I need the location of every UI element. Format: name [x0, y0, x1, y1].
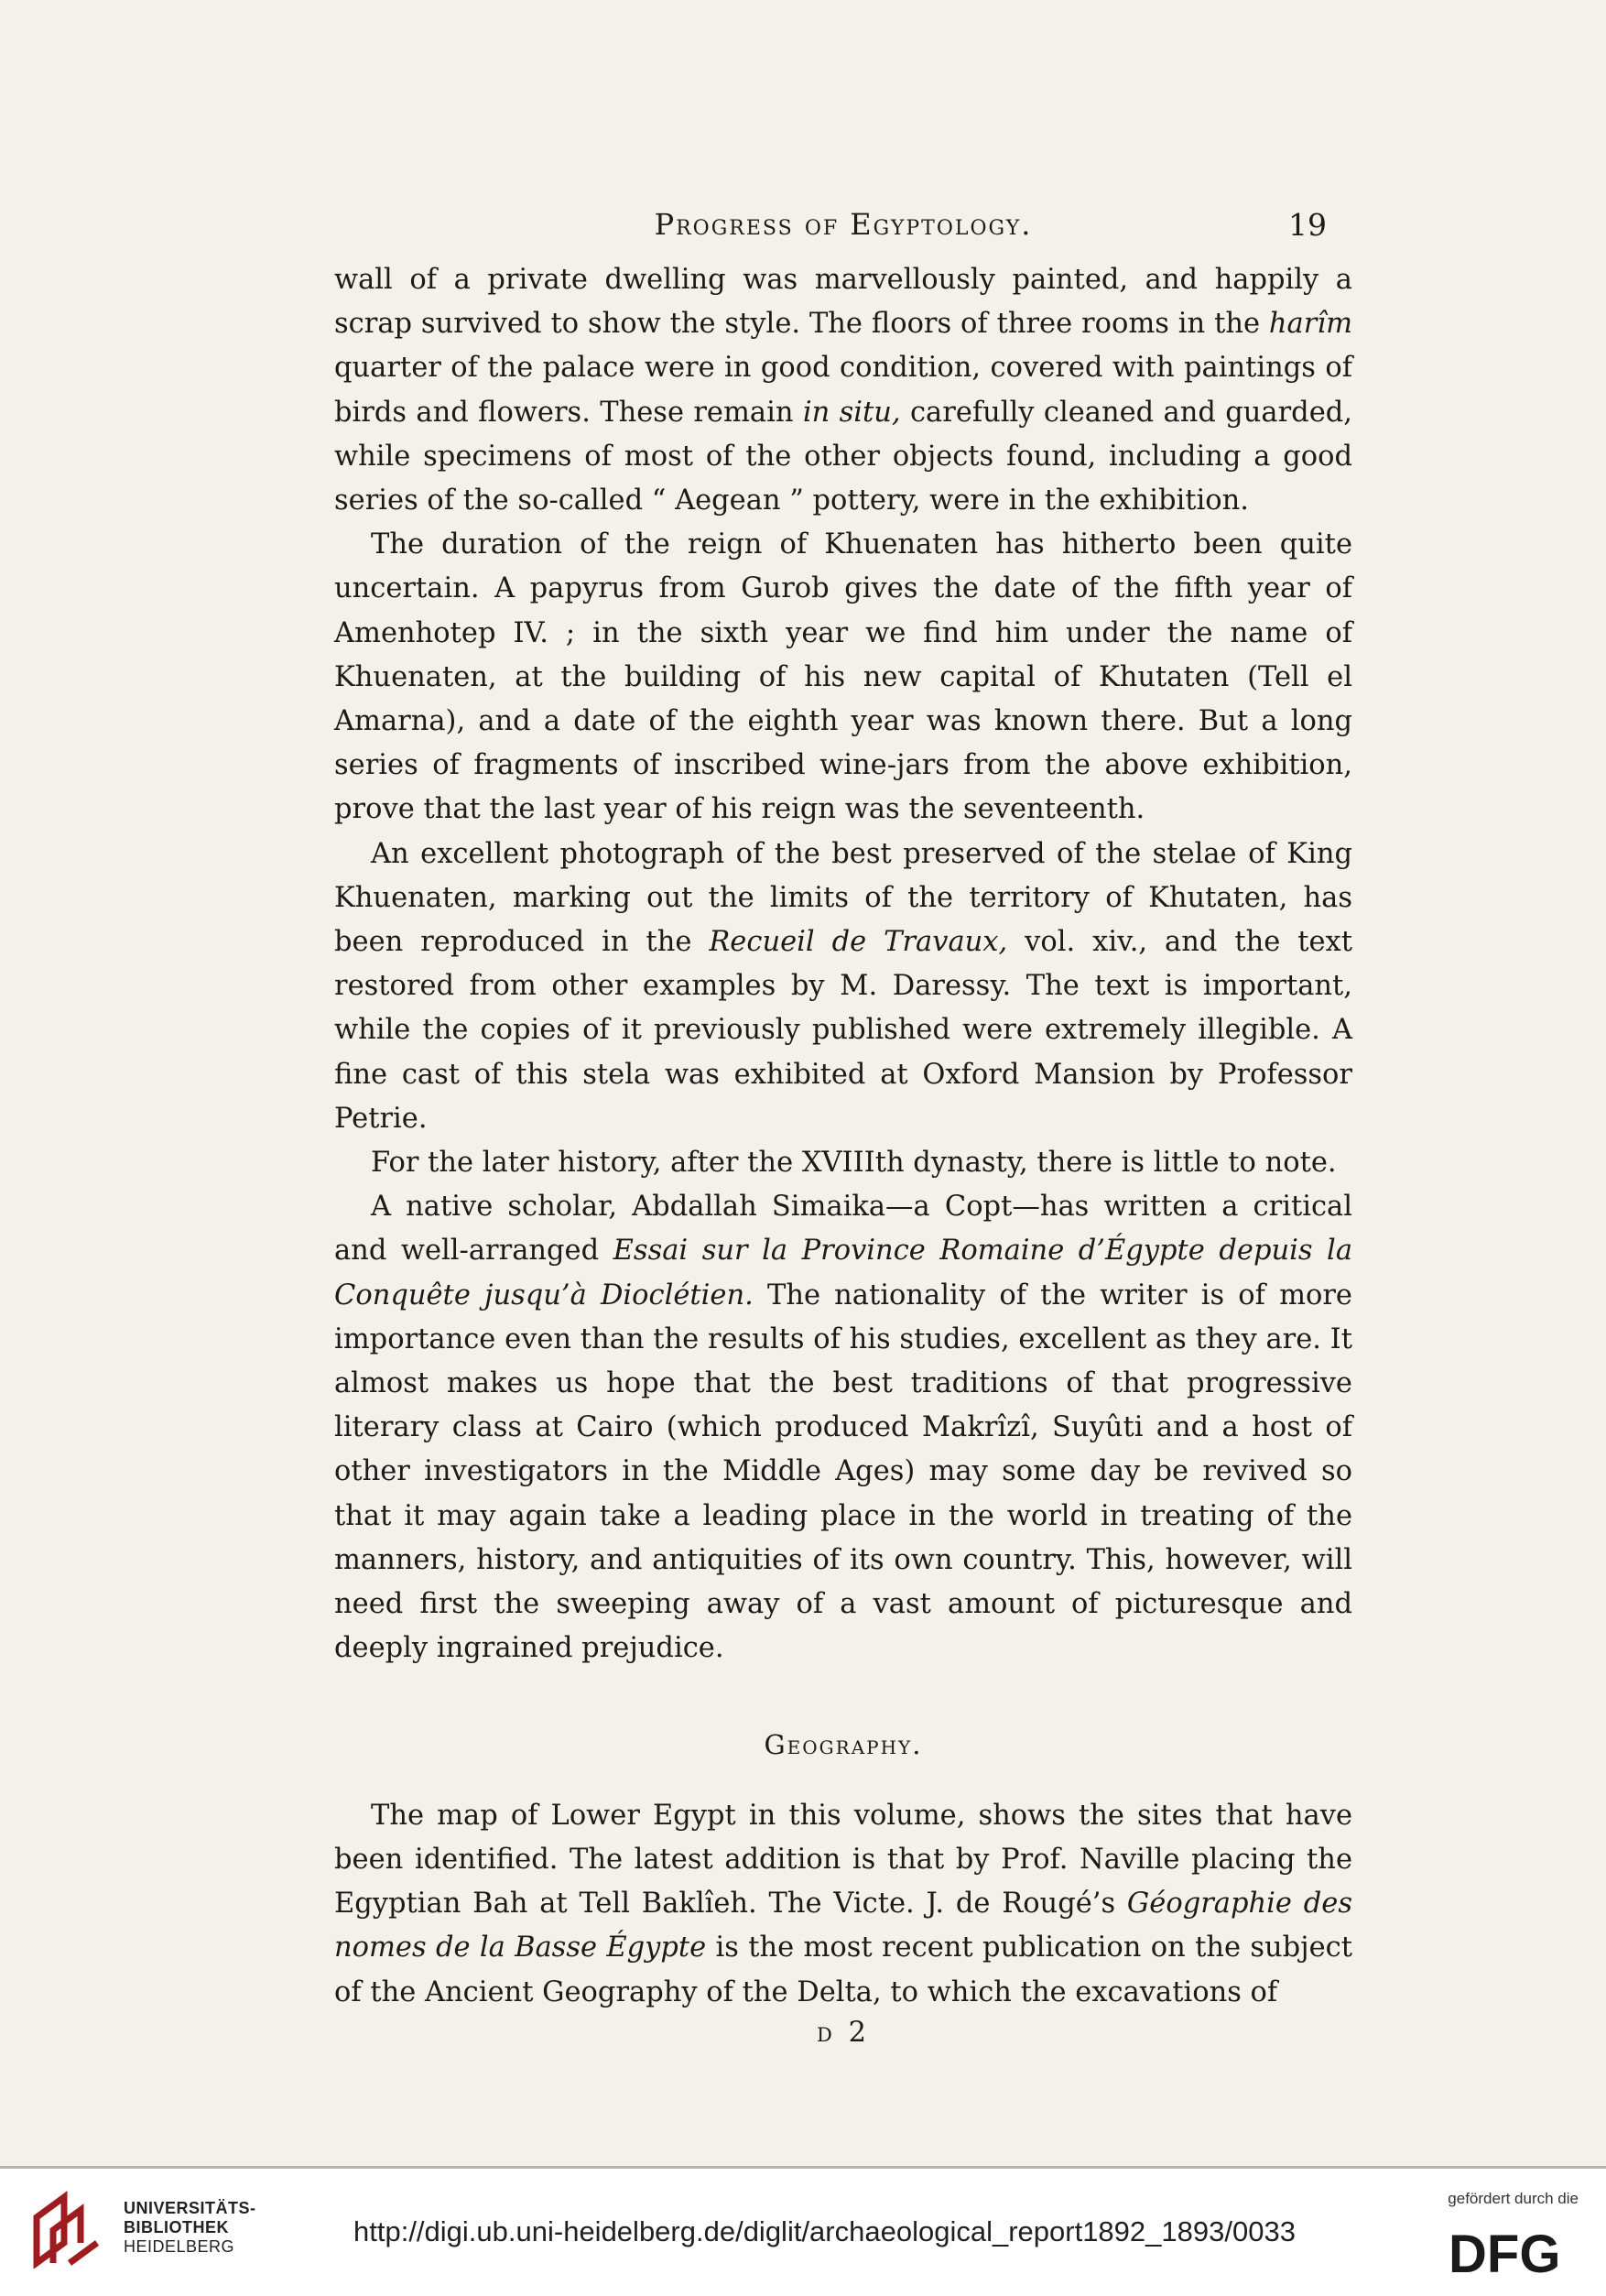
digitization-footer	[0, 2166, 1606, 2296]
footer-divider	[0, 2166, 1606, 2169]
text-run: quarter of the palace were in good condition, covered with paintings of birds and flowers. These remain	[334, 352, 1352, 429]
italic-text: Recueil de Travaux,	[709, 926, 1008, 959]
library-name-line: BIBLIOTHEK	[124, 2218, 229, 2236]
text-run: vol. xiv., and the text restored from other examples by M. Daressy. The text is important, while the copies of it previously published were extremely illegible. A fine cast of this stela was exhibited at Oxford Mansion by Professor Petrie.	[334, 926, 1352, 1135]
running-head	[334, 207, 1352, 253]
signature-mark: d 2	[817, 2016, 870, 2049]
library-name-line: UNIVERSITÄTS-	[124, 2199, 256, 2217]
paragraph	[334, 523, 1352, 832]
text-run: carefully cleaned and guarded, while specimens of most of the other objects found, including a good series of the so-called “ Aegean ” pottery, were in the exhibition.	[334, 396, 1352, 517]
paragraph	[334, 1141, 1352, 1185]
dfg-logo-text: DFG	[1449, 2226, 1561, 2278]
dfg-logo-icon	[1449, 2226, 1579, 2278]
paragraph	[334, 1185, 1352, 1670]
paragraph	[334, 832, 1352, 1141]
section-heading: Geography.	[764, 1728, 923, 1760]
library-logo-icon	[27, 2190, 110, 2269]
permalink[interactable]: http://digi.ub.uni-heidelberg.de/diglit/archaeological_report1892_1893/0033	[353, 2215, 1296, 2247]
text-run: wall of a private dwelling was marvellously painted, and happily a scrap survived to show the style. The floors of three rooms in the	[334, 264, 1352, 341]
text-run: The duration of the reign of Khuenaten has hitherto been quite uncertain. A papyrus from Gurob gives the date of the fifth year of Amenhotep IV. ; in the sixth year we find him under the name of Khuenaten, at the building of his new capital of Khutaten (Tell el Amarna), and a date of the eighth year was known there. But a long series of fragments of inscribed wine-jars from the above exhibition, prove that the last year of his reign was the seventeenth.	[334, 528, 1352, 826]
text-run: A native scholar, Abdallah Simaika—a Copt—has written a critical and well-arranged	[334, 1191, 1352, 1268]
text-run: An excellent photograph of the best preserved of the stelae of King Khuenaten, marking out the limits of the territory of Khutaten, has been reproduced in the	[334, 837, 1352, 959]
paragraph	[334, 258, 1352, 523]
text-run: The nationality of the writer is of more importance even than the results of his studies, excellent as they are. It almost makes us hope that the best traditions of that progressive literary class at Cairo (which produced Makrîzî, Suyûti and a host of other investigators in the Middle Ages) may some day be revived so that it may again take a leading place in the world in treating of the manners, history, and antiquities of its own country. This, however, will need first the sweeping away of a vast amount of picturesque and deeply ingrained prejudice.	[334, 1279, 1352, 1665]
italic-text: Géographie des nomes de la Basse Égypte	[334, 1888, 1352, 1964]
funding-label: gefördert durch die	[1448, 2190, 1579, 2207]
text-run: For the later history, after the XVIIIth dynasty, there is little to note.	[371, 1147, 1337, 1180]
italic-text: Essai sur la Province Romaine d’Égypte depuis la Conquête jusqu’à Dioclétien.	[334, 1235, 1353, 1311]
text-run: The map of Lower Egypt in this volume, shows the sites that have been identified. The latest addition is that by Prof. Naville placing the Egyptian Bah at Tell Baklîeh. The Victe. J. de Rougé’s	[334, 1799, 1352, 1921]
library-name	[124, 2199, 256, 2257]
text-run: is the most recent publication on the subject of the Ancient Geography of the Delta, to which the excavations of	[334, 1931, 1352, 2008]
page-number: 19	[1288, 207, 1327, 243]
paragraph	[334, 1794, 1352, 2015]
running-title: Progress of Egyptology.	[654, 207, 1033, 242]
library-name-line: HEIDELBERG	[124, 2237, 235, 2256]
italic-text: in situ,	[802, 396, 901, 429]
italic-text: harîm	[1268, 308, 1352, 341]
body-text	[334, 258, 1352, 2055]
